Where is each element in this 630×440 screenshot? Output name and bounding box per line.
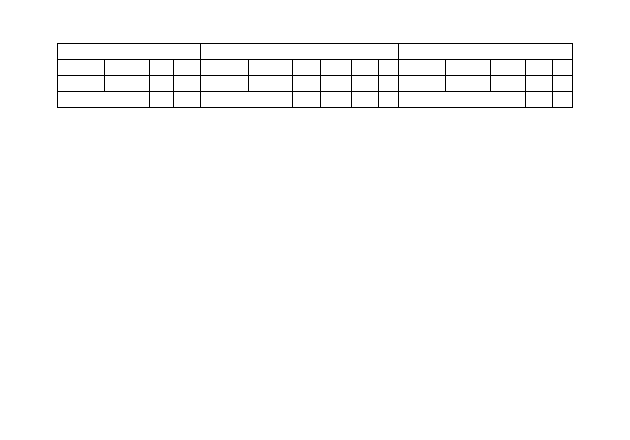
total-kaigo-amount[interactable] [525,92,552,108]
unit-kyugyo-note[interactable] [378,76,398,92]
group-title-ryoyo [58,44,201,60]
unit-ryoyo-days[interactable] [150,76,174,92]
col-kaigo-target-month [445,60,490,76]
col-ryoyo-days [150,60,174,76]
group-header-row [58,44,573,60]
total-kyugyo-note[interactable] [378,92,398,108]
col-kyugyo-period [248,60,293,76]
col-kyugyo-payment-date [201,60,248,76]
col-kaigo-note [553,60,573,76]
total-ryoyo-amount[interactable] [174,92,201,108]
unit-kyugyo-amount[interactable] [351,76,378,92]
total-kaigo [398,92,525,108]
unit-kyugyo-date[interactable] [201,76,248,92]
unit-row [58,76,573,92]
col-kaigo-type [490,60,525,76]
unit-kyugyo-days[interactable] [293,76,320,92]
unit-kyugyo-base[interactable] [320,76,351,92]
col-kaigo-payment-date [398,60,445,76]
col-kaigo-amount [525,60,552,76]
unit-ryoyo-period[interactable] [105,76,150,92]
total-ryoyo-days[interactable] [150,92,174,108]
compensation-table [57,43,573,108]
unit-ryoyo-amount[interactable] [174,76,201,92]
col-kyugyo-note [378,60,398,76]
col-ryoyo-period [105,60,150,76]
col-ryoyo-payment-date [58,60,105,76]
col-ryoyo-amount [174,60,201,76]
total-kyugyo [201,92,293,108]
total-kyugyo-base[interactable] [320,92,351,108]
column-header-row [58,60,573,76]
group-title-kyugyo [201,44,398,60]
total-kyugyo-amount[interactable] [351,92,378,108]
col-kyugyo-days [293,60,320,76]
unit-kaigo-type[interactable] [490,76,525,92]
unit-kaigo-month[interactable] [445,76,490,92]
unit-kaigo-note[interactable] [553,76,573,92]
unit-kaigo-amount[interactable] [525,76,552,92]
group-title-kaigo [398,44,572,60]
unit-kaigo-date[interactable] [398,76,445,92]
total-kaigo-note[interactable] [553,92,573,108]
total-ryoyo [58,92,150,108]
total-row [58,92,573,108]
unit-kyugyo-period[interactable] [248,76,293,92]
col-kyugyo-amount [351,60,378,76]
total-kyugyo-days[interactable] [293,92,320,108]
col-kyugyo-base-amount [320,60,351,76]
unit-ryoyo-date[interactable] [58,76,105,92]
